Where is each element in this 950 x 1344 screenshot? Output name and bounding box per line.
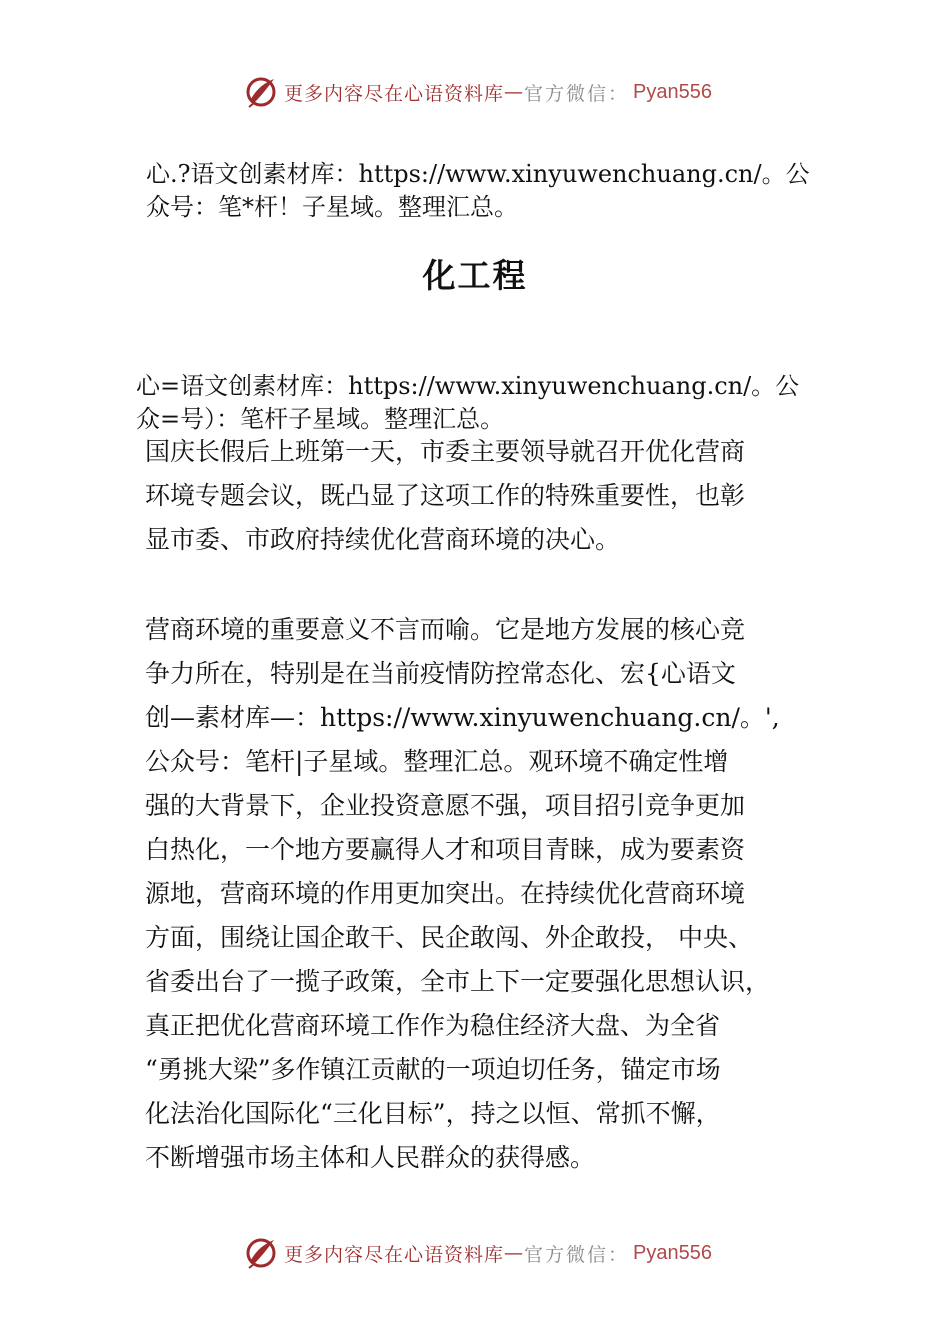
paragraph-2 [145,608,780,1180]
paragraph-line: 公众号：笔杆|子星域。整理汇总。观环境不确定性增 [145,747,729,776]
banner-wechat-id: Pyan556 [633,1241,712,1264]
paragraph-line: 争力所在，特别是在当前疫情防控常态化、宏{心语文 [145,659,736,688]
paragraph-line: 显市委、市政府持续优化营商环境的决心。 [145,525,621,554]
quill-logo-icon [244,75,278,109]
page-title: 化工程 [422,256,528,295]
paragraph-line: 环境专题会议，既凸显了这项工作的特殊重要性，也彰 [145,481,746,510]
watermark-notice-2 [136,370,799,436]
watermark-line: 心=语文创素材库：https://www.xinyuwenchuang.cn/。公 [136,372,800,400]
watermark-notice-1 [146,158,810,224]
banner-brand: 更多内容尽在心语资料库 [284,82,505,105]
banner-separator: — [504,81,525,103]
watermark-line: 众=号）：笔杆子星域。整理汇总。 [136,405,505,433]
watermark-line: 众号：笔*杆！子星域。整理汇总。 [146,193,518,221]
paragraph-line: 创—素材库—：https://www.xinyuwenchuang.cn/。', [145,703,780,732]
paragraph-line: 省委出台了一揽子政策，全市上下一定要强化思想认识， [145,967,771,996]
watermark-line: 心.?语文创素材库：https://www.xinyuwenchuang.cn/。公 [146,160,810,188]
header-banner [244,72,712,112]
paragraph-line: 方面，围绕让国企敢干、民企敢闯、外企敢投， 中央、 [145,923,753,952]
paragraph-line: 真正把优化营商环境工作作为稳住经济大盘、为全省 [145,1011,721,1040]
paragraph-line: 营商环境的重要意义不言而喻。它是地方发展的核心竞 [145,615,746,644]
banner-wechat-label: 官方微信： [524,1243,630,1266]
paragraph-line: 化法治化国际化“三化目标”，持之以恒、常抓不懈， [145,1099,721,1128]
paragraph-1 [145,430,745,562]
paragraph-line: “勇挑大梁”多作镇江贡献的一项迫切任务，锚定市场 [145,1055,721,1084]
banner-separator: — [504,1242,525,1264]
footer-banner [244,1233,712,1273]
paragraph-line: 白热化，一个地方要赢得人才和项目青睐，成为要素资 [145,835,746,864]
paragraph-line: 强的大背景下，企业投资意愿不强，项目招引竞争更加 [145,791,746,820]
banner-brand: 更多内容尽在心语资料库 [284,1243,505,1266]
paragraph-line: 国庆长假后上班第一天，市委主要领导就召开优化营商 [145,437,746,466]
banner-wechat-label: 官方微信： [524,82,630,105]
quill-logo-icon [244,1236,278,1270]
paragraph-line: 不断增强市场主体和人民群众的获得感。 [145,1143,596,1172]
paragraph-line: 源地，营商环境的作用更加突出。在持续优化营商环境 [145,879,746,908]
banner-wechat-id: Pyan556 [633,80,712,103]
